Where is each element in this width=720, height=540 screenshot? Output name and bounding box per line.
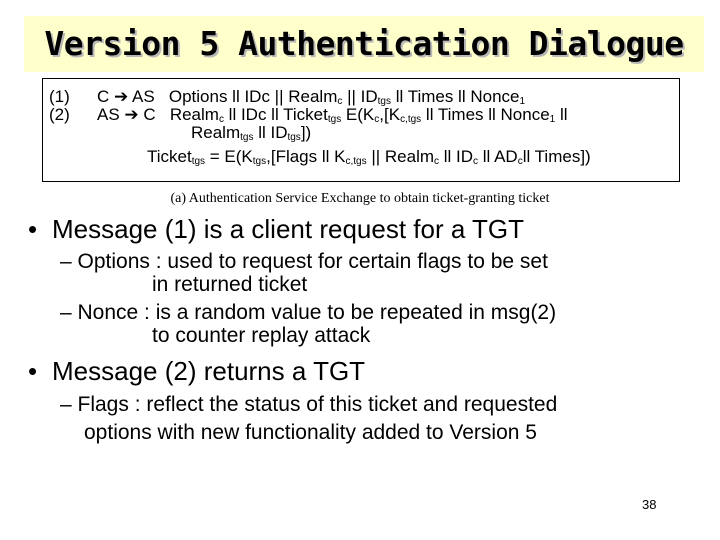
- bullet-message-2: Message (2) returns a TGT: [52, 356, 366, 386]
- slide-title: Version 5 Authentication Dialogue: [44, 24, 684, 63]
- message-1-text: C ➔ AS Options ll IDc || Realm$_c$ || $ID_{tgs}$ ll Times ll Nonce$_1$: [97, 87, 526, 107]
- page-number: 38: [642, 497, 657, 512]
- bullet-dot: •: [28, 214, 38, 244]
- message-2-text: AS ➔ C Realm$_c$ ll IDc ll Ticket$_{tgs}$ $E(K_c,[K_{c,tgs}$ ll Times ll Nonce$_1$ ll: [97, 105, 568, 125]
- sub-bullet-flags-cont: options with new functionality added to Version 5: [84, 421, 537, 444]
- message-2-number: (2): [49, 105, 70, 124]
- figure-caption: (a) Authentication Service Exchange to obtain ticket-granting ticket: [170, 191, 550, 206]
- bullet-dot: •: [28, 356, 38, 386]
- sub-bullet-flags: – Flags : reflect the status of this ticket and requested: [60, 393, 558, 416]
- sub-bullet-nonce: – Nonce : is a random value to be repeated in msg(2): [60, 301, 557, 324]
- message-2-text-continued: Realm$_{tgs}$ ll $ID_{tgs}$]): [191, 123, 312, 143]
- sub-bullet-nonce-cont: to counter replay attack: [152, 324, 371, 347]
- ticket-tgs-definition: Ticket$_{tgs}$ = $E(K_{tgs},[Flags$ ll $K_{c,tgs}$ || Realm$_c$ ll $ID_c$ ll $AD_cll$ Times]): [147, 147, 591, 167]
- bullet-message-1: Message (1) is a client request for a TGT: [52, 214, 525, 244]
- title-bar: [24, 16, 704, 72]
- sub-bullet-options: – Options : used to request for certain flags to be set: [60, 250, 548, 273]
- sub-bullet-options-cont: in returned ticket: [152, 273, 308, 296]
- protocol-box: [42, 78, 680, 182]
- message-1-number: (1): [49, 87, 70, 106]
